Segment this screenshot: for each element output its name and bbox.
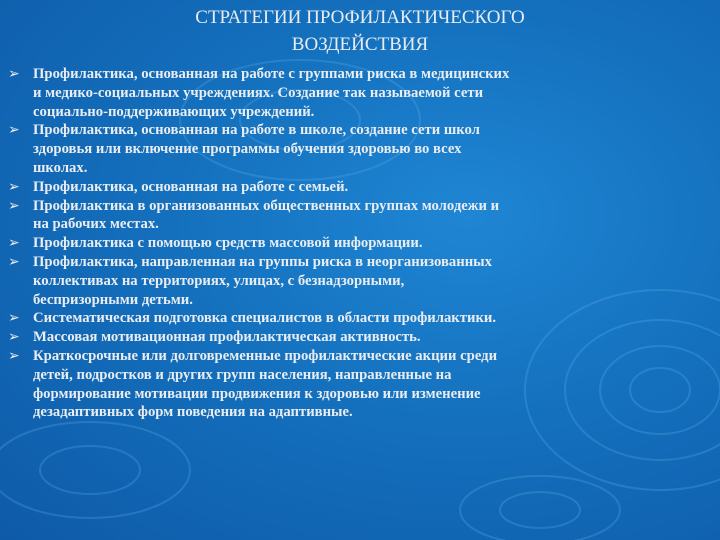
bullet-item — [8, 253, 698, 309]
bullet-item — [8, 309, 698, 328]
slide-title-line-2: ВОЗДЕЙСТВИЯ — [291, 34, 429, 55]
bullet-item — [8, 178, 698, 197]
bullet-item-text: Краткосрочные или долговременные профилактические акции среди детей, подростков и других групп населения, направленные на формирование мотивации продвижения к здоровью или изменение дезадаптивных форм поведения на адаптивные. — [33, 347, 498, 421]
bullet-item-text: Профилактика, основанная на работе в школе, создание сети школ здоровья или включение программы обучения здоровью во всех школах. — [33, 122, 480, 176]
bullet-item-text: Профилактика в организованных общественных группах молодежи и на рабочих местах. — [33, 197, 500, 233]
bullet-item-text: Систематическая подготовка специалистов в области профилактики. — [33, 310, 497, 327]
bullet-item — [8, 328, 698, 347]
arrow-bullet-icon: ➢ — [8, 235, 20, 252]
arrow-bullet-icon: ➢ — [8, 253, 20, 270]
bullet-item — [8, 234, 698, 253]
arrow-bullet-icon: ➢ — [8, 329, 20, 346]
bullet-list — [8, 65, 698, 422]
slide-title — [0, 4, 720, 58]
bullet-item — [8, 121, 698, 177]
bullet-item — [8, 197, 698, 235]
arrow-bullet-icon: ➢ — [8, 66, 20, 82]
arrow-bullet-icon: ➢ — [8, 310, 20, 327]
bullet-item-text: Профилактика, основанная на работе с группами риска в медицинских и медико-социальных учреждениях. Создание так называемой сети социально-поддерживающих учреждений. — [33, 66, 510, 120]
bullet-item — [8, 65, 698, 121]
bullet-item-text: Профилактика с помощью средств массовой информации. — [33, 235, 423, 252]
bullet-item — [8, 347, 698, 422]
arrow-bullet-icon: ➢ — [8, 347, 20, 364]
slide-title-line-1: СТРАТЕГИИ ПРОФИЛАКТИЧЕСКОГО — [195, 7, 525, 28]
bullet-item-text: Профилактика, направленная на группы риска в неорганизованных коллективах на территориях, улицах, с безнадзорными, беспризорными детьми. — [33, 253, 492, 308]
arrow-bullet-icon: ➢ — [8, 197, 20, 214]
arrow-bullet-icon: ➢ — [8, 122, 20, 139]
bullet-item-text: Профилактика, основанная на работе с семьей. — [33, 178, 349, 195]
arrow-bullet-icon: ➢ — [8, 178, 20, 195]
bullet-item-text: Массовая мотивационная профилактическая активность. — [33, 329, 421, 346]
